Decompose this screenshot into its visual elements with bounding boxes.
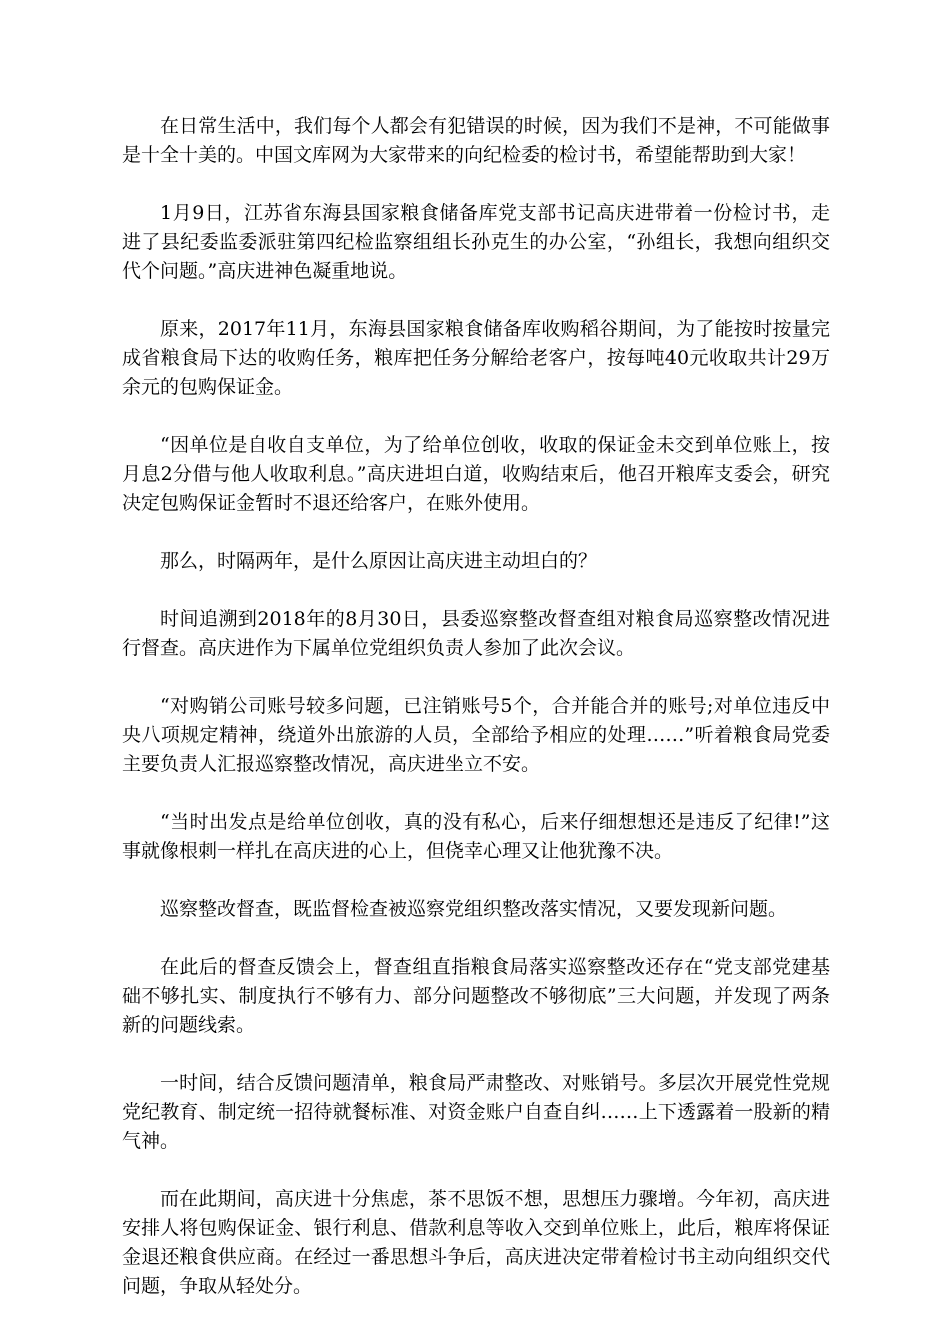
paragraph: 原来，2017年11月，东海县国家粮食储备库收购稻谷期间，为了能按时按量完成省粮食局下达的收购任务，粮库把任务分解给老客户，按每吨40元收取共计29万余元的包购保证金。 [122,318,830,398]
paragraph: 时间追溯到2018年的8月30日，县委巡察整改督查组对粮食局巡察整改情况进行督查。高庆进作为下属单位党组织负责人参加了此次会议。 [122,608,830,659]
paragraph-intro: 在日常生活中，我们每个人都会有犯错误的时候，因为我们不是神，不可能做事是十全十美的。中国文库网为大家带来的向纪检委的检讨书，希望能帮助到大家！ [122,115,830,166]
paragraph-final: 而在此期间，高庆进十分焦虑，茶不思饭不想，思想压力骤增。今年初，高庆进安排人将包购保证金、银行利息、借款利息等收入交到单位账上，此后，粮库将保证金退还粮食供应商。在经过一番思想斗争后，高庆进决定带着检讨书主动向组织交代问题，争取从轻处分。 [122,1188,830,1297]
paragraph: “对购销公司账号较多问题，已注销账号5个，合并能合并的账号;对单位违反中央八项规定精神，绕道外出旅游的人员，全部给予相应的处理……”听着粮食局党委主要负责人汇报巡察整改情况，高庆进坐立不安。 [122,695,830,775]
paragraph: 在此后的督查反馈会上，督查组直指粮食局落实巡察整改还存在“党支部党建基础不够扎实、制度执行不够有力、部分问题整改不够彻底”三大问题，并发现了两条新的问题线索。 [122,956,830,1036]
paragraph: 1月9日，江苏省东海县国家粮食储备库党支部书记高庆进带着一份检讨书，走进了县纪委监委派驻第四纪检监察组组长孙克生的办公室，“孙组长，我想向组织交代个问题。”高庆进神色凝重地说。 [122,202,830,282]
paragraph: “因单位是自收自支单位，为了给单位创收，收取的保证金未交到单位账上，按月息2分借与他人收取利息。”高庆进坦白道，收购结束后，他召开粮库支委会，研究决定包购保证金暂时不退还给客户，在账外使用。 [122,434,830,514]
paragraph: 巡察整改督查，既监督检查被巡察党组织整改落实情况，又要发现新问题。 [160,898,788,920]
paragraph: 一时间，结合反馈问题清单，粮食局严肃整改、对账销号。多层次开展党性党规党纪教育、制定统一招待就餐标准、对资金账户自查自纠……上下透露着一股新的精气神。 [122,1072,830,1152]
paragraph: 那么，时隔两年，是什么原因让高庆进主动坦白的？ [160,550,598,572]
article-body [122,112,830,1330]
paragraph: “当时出发点是给单位创收，真的没有私心，后来仔细想想还是违反了纪律!”这事就像根刺一样扎在高庆进的心上，但侥幸心理又让他犹豫不决。 [122,811,830,862]
